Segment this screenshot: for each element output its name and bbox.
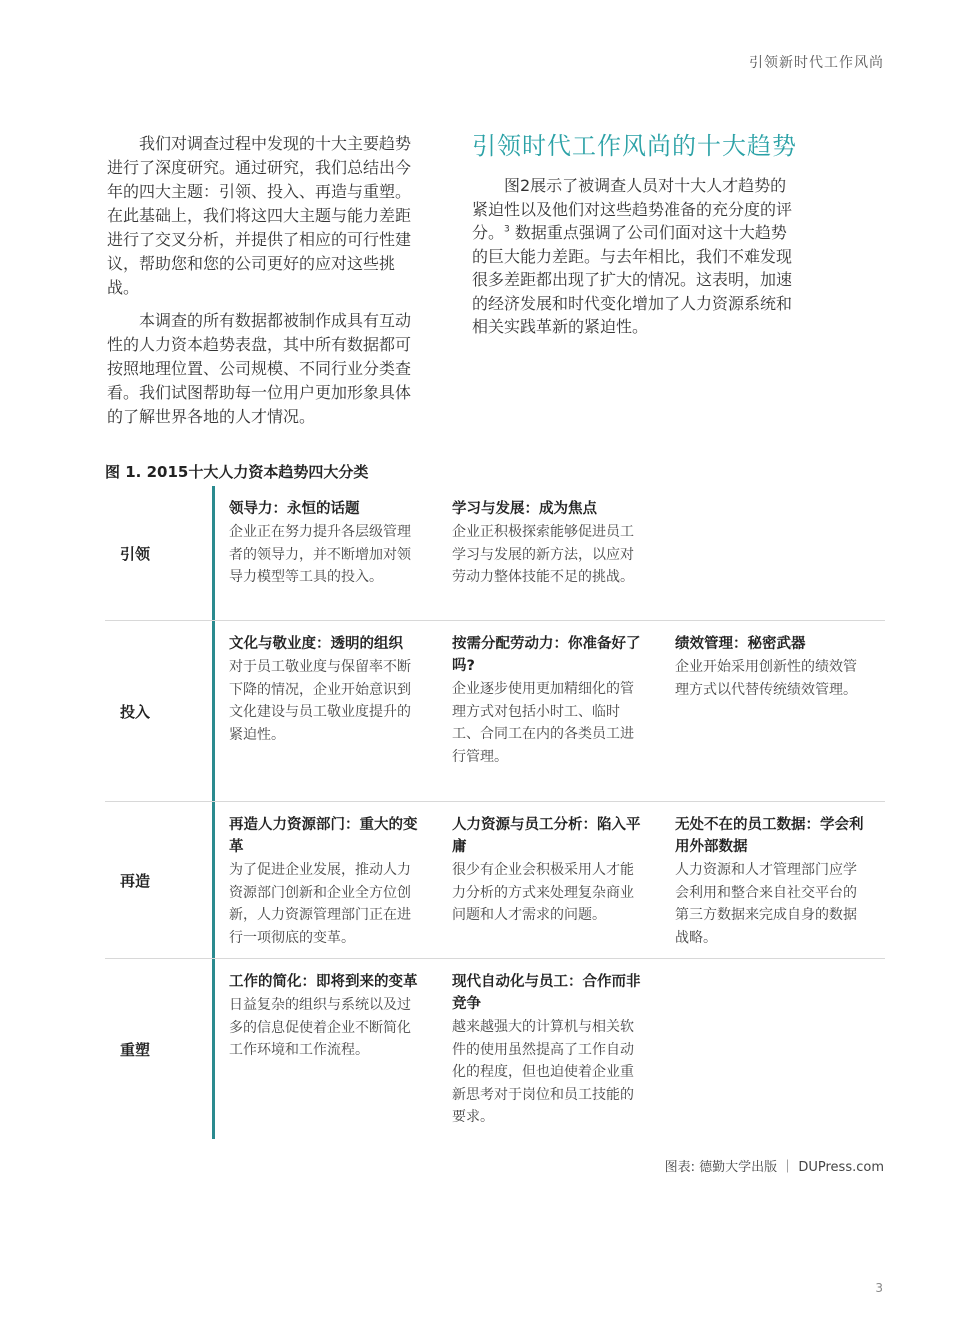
trend-title: 现代自动化与员工：合作而非竞争	[452, 974, 641, 1012]
body-paragraph: 本调查的所有数据都被制作成具有互动性的人力资本趋势表盘，其中所有数据都可按照地理位置、公司规模、不同行业分类查看。我们试图帮助每一位用户更加形象具体的了解世界各地的人才情况。	[107, 311, 412, 426]
trend-grid	[105, 486, 885, 1139]
trend-cell	[215, 959, 438, 1139]
grid-row-reshape	[105, 958, 885, 1139]
row-label: 重塑	[105, 959, 215, 1139]
para-text: 图2展示了被调查人员对十大人才趋势的紧迫性以及他们对这些趋势准备的充分度的评分。	[472, 176, 793, 242]
trend-description: 很少有企业会积极采用人才能力分析的方式来处理复杂商业问题和人才需求的问题。	[452, 862, 634, 923]
left-column	[107, 132, 422, 438]
trend-cell	[215, 486, 438, 620]
trend-description: 企业正在努力提升各层级管理者的领导力，并不断增加对领导力模型等工具的投入。	[229, 524, 411, 585]
body-paragraph	[472, 174, 802, 339]
trend-description: 企业逐步使用更加精细化的管理方式对包括小时工、临时工、合同工在内的各类员工进行管理。	[452, 681, 634, 765]
trend-description: 对于员工敬业度与保留率不断下降的情况，企业开始意识到文化建设与员工敬业度提升的紧迫性。	[229, 659, 411, 743]
trend-title: 无处不在的员工数据：学会利用外部数据	[675, 817, 864, 855]
trend-title: 领导力：永恒的话题	[229, 501, 360, 517]
footnote-ref[interactable]: 3	[504, 224, 510, 235]
figure-title: 图 1. 2015十大人力资本趋势四大分类	[105, 463, 369, 481]
section-heading: 引领时代工作风尚的十大趋势	[472, 132, 797, 160]
row-label: 再造	[105, 802, 215, 958]
trend-title: 按需分配劳动力：你准备好了吗?	[452, 636, 641, 674]
running-header: 引领新时代工作风尚	[749, 55, 884, 71]
trend-description: 越来越强大的计算机与相关软件的使用虽然提高了工作自动化的程度，但也迫使着企业重新思考对于岗位和员工技能的要求。	[452, 1019, 634, 1125]
trend-description: 人力资源和人才管理部门应学会利用和整合来自社交平台的第三方数据来完成自身的数据战略。	[675, 862, 857, 946]
trend-title: 绩效管理：秘密武器	[675, 636, 806, 652]
trend-description: 日益复杂的组织与系统以及过多的信息促使着企业不断简化工作环境和工作流程。	[229, 997, 411, 1058]
grid-row-engage	[105, 620, 885, 801]
trend-title: 再造人力资源部门：重大的变革	[229, 817, 418, 855]
body-paragraph: 我们对调查过程中发现的十大主要趋势进行了深度研究。通过研究，我们总结出今年的四大主题：引领、投入、再造与重塑。在此基础上，我们将这四大主题与能力差距进行了交叉分析，并提供了相应的可行性建议，帮助您和您的公司更好的应对这些挑战。	[107, 134, 412, 297]
trend-cell	[661, 802, 884, 958]
trend-cell	[438, 802, 661, 958]
trend-title: 文化与敬业度：透明的组织	[229, 636, 403, 652]
trend-description: 企业正积极探索能够促进员工学习与发展的新方法，以应对劳动力整体技能不足的挑战。	[452, 524, 634, 585]
trend-cell	[215, 802, 438, 958]
trend-cell	[438, 486, 661, 620]
trend-cell	[215, 621, 438, 801]
trend-cell	[438, 959, 661, 1139]
right-column	[472, 130, 802, 339]
trend-title: 工作的简化：即将到来的变革	[229, 974, 418, 990]
trend-cell	[438, 621, 661, 801]
trend-description: 企业开始采用创新性的绩效管理方式以代替传统绩效管理。	[675, 659, 857, 698]
para-text: 数据重点强调了公司们面对这十大趋势的巨大能力差距。与去年相比，我们不难发现很多差距都出现了扩大的情况。这表明，加速的经济发展和时代变化增加了人力资源系统和相关实践革新的紧迫性。	[472, 223, 793, 336]
row-label: 投入	[105, 621, 215, 801]
page-number: 3	[875, 1281, 883, 1295]
trend-title: 学习与发展：成为焦点	[452, 501, 597, 517]
row-label: 引领	[105, 486, 215, 620]
trend-cell	[661, 621, 884, 801]
trend-title: 人力资源与员工分析：陷入平庸	[452, 817, 641, 855]
figure-source: 图表: 德勤大学出版 ｜ DUPress.com	[664, 1160, 884, 1175]
grid-row-reinvent	[105, 801, 885, 958]
grid-row-lead	[105, 486, 885, 620]
trend-description: 为了促进企业发展，推动人力资源部门创新和企业全方位创新，人力资源管理部门正在进行一项彻底的变革。	[229, 862, 411, 946]
